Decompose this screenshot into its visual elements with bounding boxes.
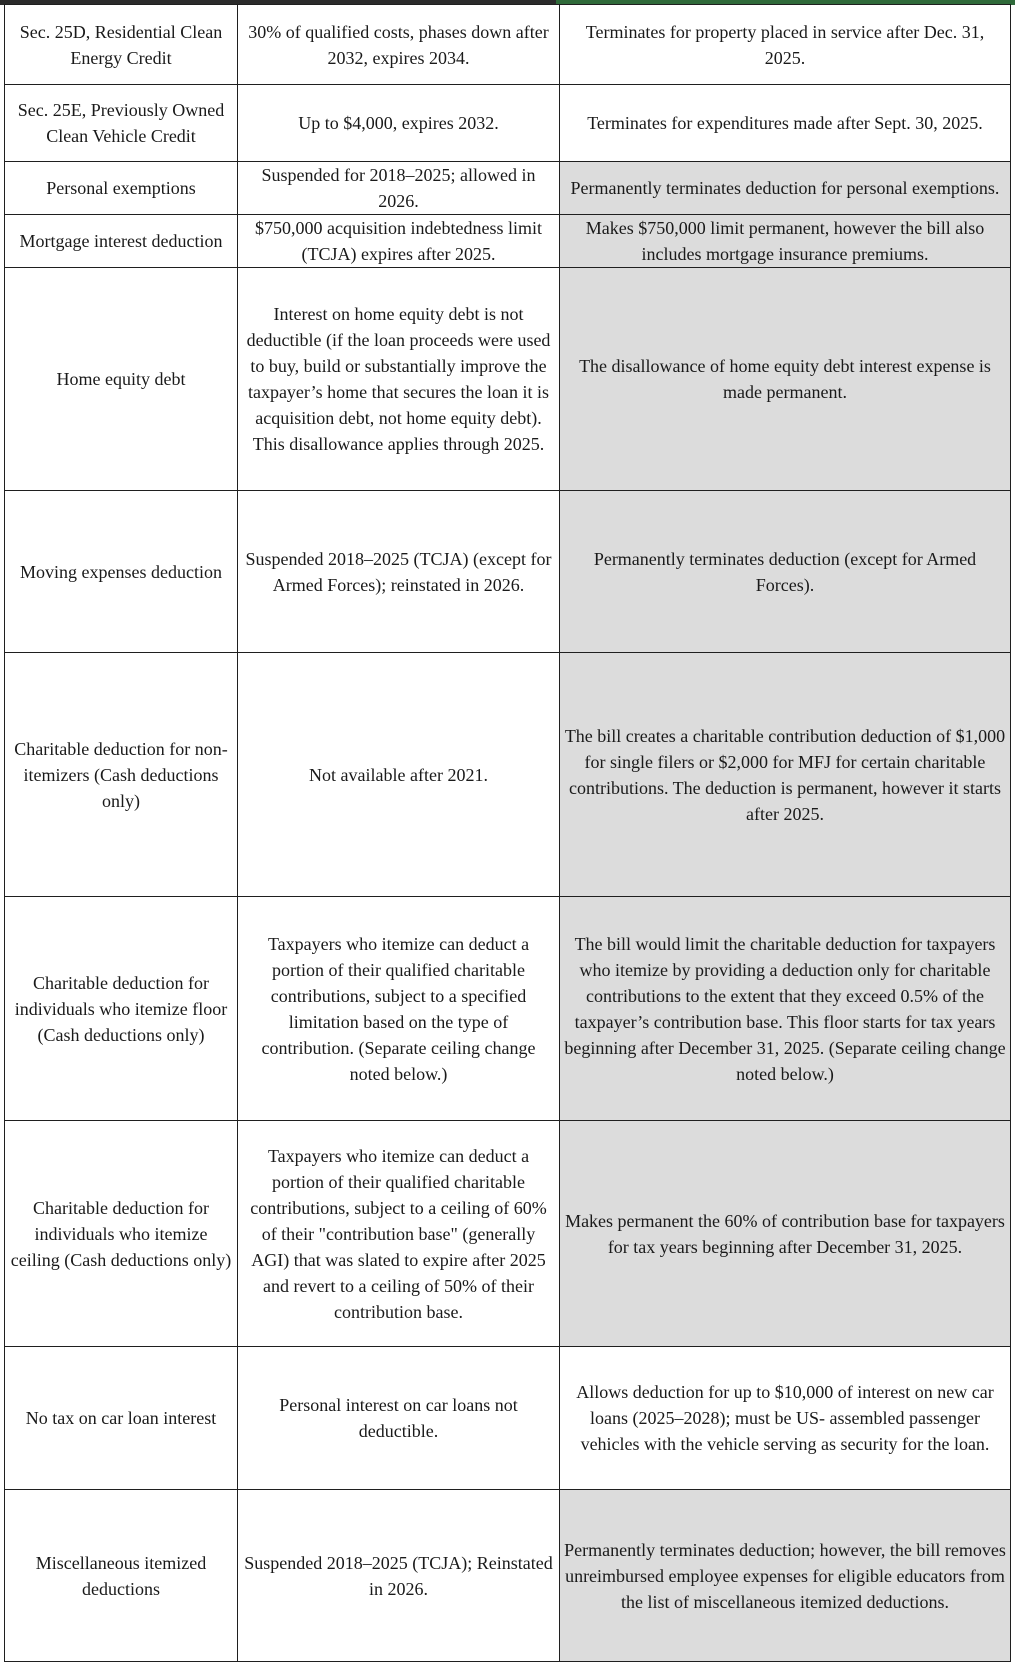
provision-cell: Charitable deduction for individuals who itemize floor (Cash deductions only) [5, 897, 238, 1121]
provision-cell: Mortgage interest deduction [5, 215, 238, 268]
provision-cell: Sec. 25E, Previously Owned Clean Vehicle Credit [5, 85, 238, 162]
provision-cell: Charitable deduction for non- itemizers (Cash deductions only) [5, 653, 238, 897]
provision-cell: Moving expenses deduction [5, 491, 238, 653]
table-row [5, 491, 1011, 653]
provision-cell: Personal exemptions [5, 162, 238, 215]
current-law-cell: Interest on home equity debt is not deductible (if the loan proceeds were used to buy, build or substantially improve the taxpayer’s home that secures the loan it is acquisition debt, not home equity debt). This disallowance applies through 2025. [238, 268, 560, 491]
table-row [5, 268, 1011, 491]
bill-change-cell: Terminates for expenditures made after Sept. 30, 2025. [560, 85, 1011, 162]
table-row [5, 5, 1011, 85]
bill-change-cell: Permanently terminates deduction; however, the bill removes unreimbursed employee expenses for eligible educators from the list of miscellaneous itemized deductions. [560, 1490, 1011, 1662]
bill-change-cell: Terminates for property placed in service after Dec. 31, 2025. [560, 5, 1011, 85]
current-law-cell: Up to $4,000, expires 2032. [238, 85, 560, 162]
current-law-cell: 30% of qualified costs, phases down after 2032, expires 2034. [238, 5, 560, 85]
current-law-cell: Suspended 2018–2025 (TCJA); Reinstated in 2026. [238, 1490, 560, 1662]
table-row [5, 85, 1011, 162]
bill-change-cell: The bill creates a charitable contribution deduction of $1,000 for single filers or $2,000 for MFJ for certain charitable contributions. The deduction is permanent, however it starts after 2025. [560, 653, 1011, 897]
provision-cell: Sec. 25D, Residential Clean Energy Credit [5, 5, 238, 85]
table-row [5, 1121, 1011, 1347]
bill-change-cell: Makes $750,000 limit permanent, however the bill also includes mortgage insurance premiums. [560, 215, 1011, 268]
table-row [5, 1490, 1011, 1662]
provision-cell: No tax on car loan interest [5, 1347, 238, 1490]
tax-provisions-table [4, 4, 1011, 1662]
bill-change-cell: The bill would limit the charitable deduction for taxpayers who itemize by providing a deduction only for charitable contributions to the extent that they exceed 0.5% of the taxpayer’s contribution base. This floor starts for tax years beginning after December 31, 2025. (Separate ceiling change noted below.) [560, 897, 1011, 1121]
table-row [5, 897, 1011, 1121]
bill-change-cell: Makes permanent the 60% of contribution base for taxpayers for tax years beginning after December 31, 2025. [560, 1121, 1011, 1347]
current-law-cell: Suspended 2018–2025 (TCJA) (except for Armed Forces); reinstated in 2026. [238, 491, 560, 653]
table-row [5, 653, 1011, 897]
table-row [5, 1347, 1011, 1490]
bill-change-cell: Permanently terminates deduction (except for Armed Forces). [560, 491, 1011, 653]
current-law-cell: Suspended for 2018–2025; allowed in 2026. [238, 162, 560, 215]
table-row [5, 215, 1011, 268]
current-law-cell: Taxpayers who itemize can deduct a portion of their qualified charitable contributions, subject to a ceiling of 60% of their "contribution base" (generally AGI) that was slated to expire after 2025 and revert to a ceiling of 50% of their contribution base. [238, 1121, 560, 1347]
bill-change-cell: Allows deduction for up to $10,000 of interest on new car loans (2025–2028); must be US- assembled passenger vehicles with the vehicle serving as security for the loan. [560, 1347, 1011, 1490]
provision-cell: Charitable deduction for individuals who itemize ceiling (Cash deductions only) [5, 1121, 238, 1347]
current-law-cell: $750,000 acquisition indebtedness limit (TCJA) expires after 2025. [238, 215, 560, 268]
current-law-cell: Not available after 2021. [238, 653, 560, 897]
provision-cell: Home equity debt [5, 268, 238, 491]
table-row [5, 162, 1011, 215]
bill-change-cell: Permanently terminates deduction for personal exemptions. [560, 162, 1011, 215]
current-law-cell: Personal interest on car loans not deductible. [238, 1347, 560, 1490]
bill-change-cell: The disallowance of home equity debt interest expense is made permanent. [560, 268, 1011, 491]
provision-cell: Miscellaneous itemized deductions [5, 1490, 238, 1662]
current-law-cell: Taxpayers who itemize can deduct a portion of their qualified charitable contributions, subject to a specified limitation based on the type of contribution. (Separate ceiling change noted below.) [238, 897, 560, 1121]
